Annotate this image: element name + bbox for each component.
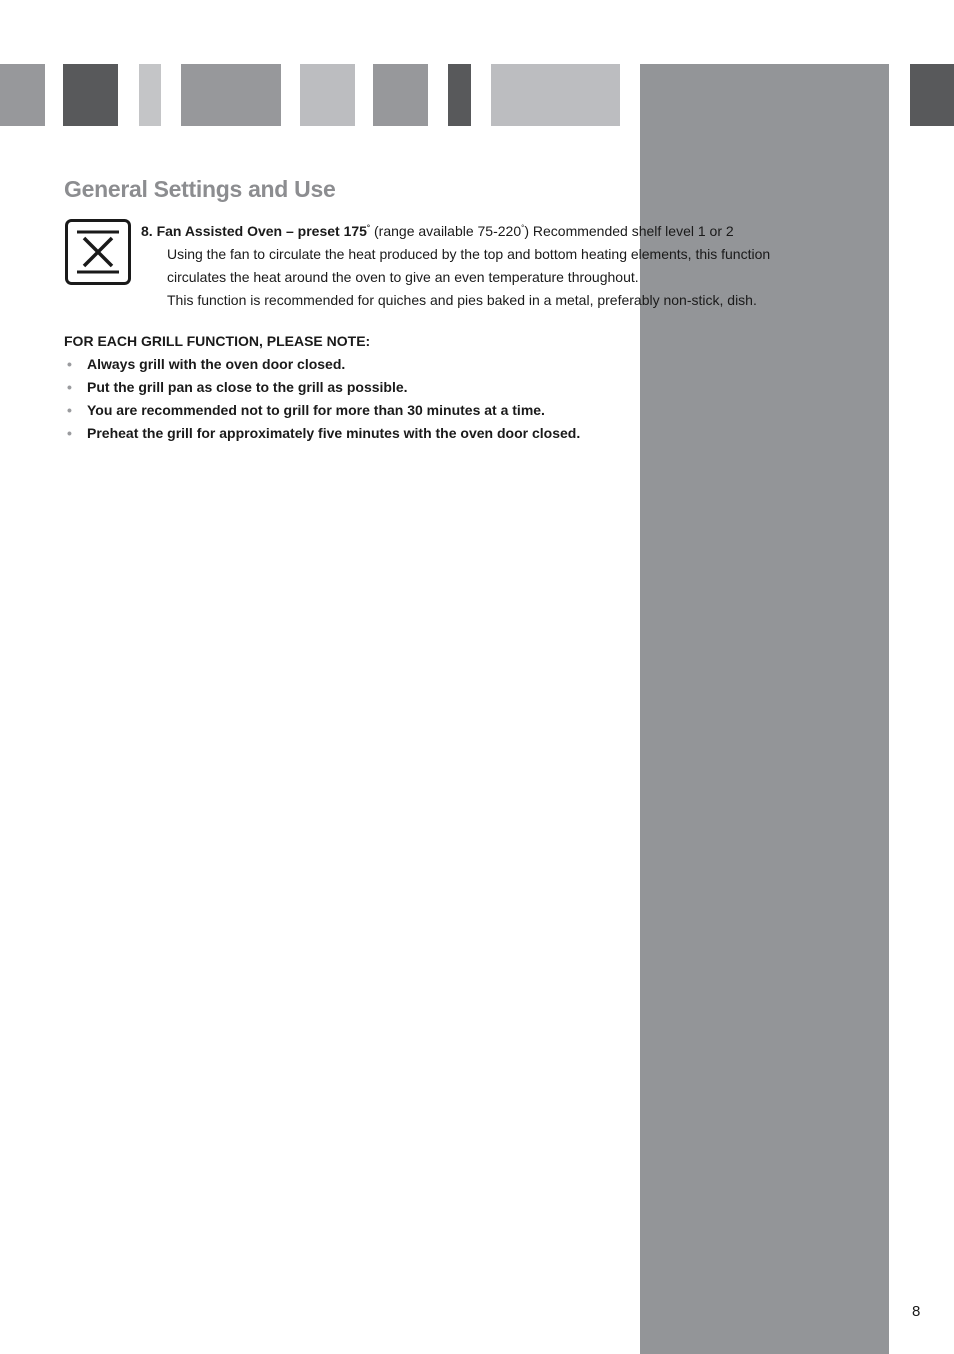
header-block [300, 64, 355, 126]
function-heading-line [141, 216, 770, 243]
grill-notes-heading: FOR EACH GRILL FUNCTION, PLEASE NOTE: [64, 333, 371, 349]
header-block [0, 64, 45, 126]
function-text-line: circulates the heat around the oven to give an even temperature throughout. [167, 268, 639, 285]
function-description [141, 216, 770, 312]
list-item: • Preheat the grill for approximately five minutes with the oven door closed. [64, 422, 580, 445]
header-block [910, 64, 954, 126]
bullet-icon: • [67, 402, 72, 418]
list-item: • Always grill with the oven door closed. [64, 353, 580, 376]
function-text-line: This function is recommended for quiches and pies baked in a metal, preferably non-stick, dish. [167, 291, 757, 308]
grill-notes [64, 330, 580, 445]
header-block [491, 64, 620, 126]
grill-notes-list [64, 353, 580, 445]
list-item: • You are recommended not to grill for more than 30 minutes at a time. [64, 399, 580, 422]
header-block [448, 64, 471, 126]
header-block [139, 64, 161, 126]
bullet-icon: • [67, 425, 72, 441]
header-block [63, 64, 118, 126]
bullet-icon: • [67, 379, 72, 395]
page-number: 8 [912, 1303, 921, 1320]
header-block [181, 64, 281, 126]
fan-assisted-oven-icon [65, 219, 131, 285]
bullet-icon: • [67, 356, 72, 372]
function-text-line: Using the fan to circulate the heat produced by the top and bottom heating elements, this function [167, 245, 771, 262]
function-range: (range available 75-220°) Recommended shelf level 1 or 2 [370, 222, 734, 239]
function-heading: 8. Fan Assisted Oven – preset 175° [141, 222, 371, 239]
list-item: • Put the grill pan as close to the grill as possible. [64, 376, 580, 399]
header-block [373, 64, 428, 126]
page-title: General Settings and Use [64, 176, 336, 202]
